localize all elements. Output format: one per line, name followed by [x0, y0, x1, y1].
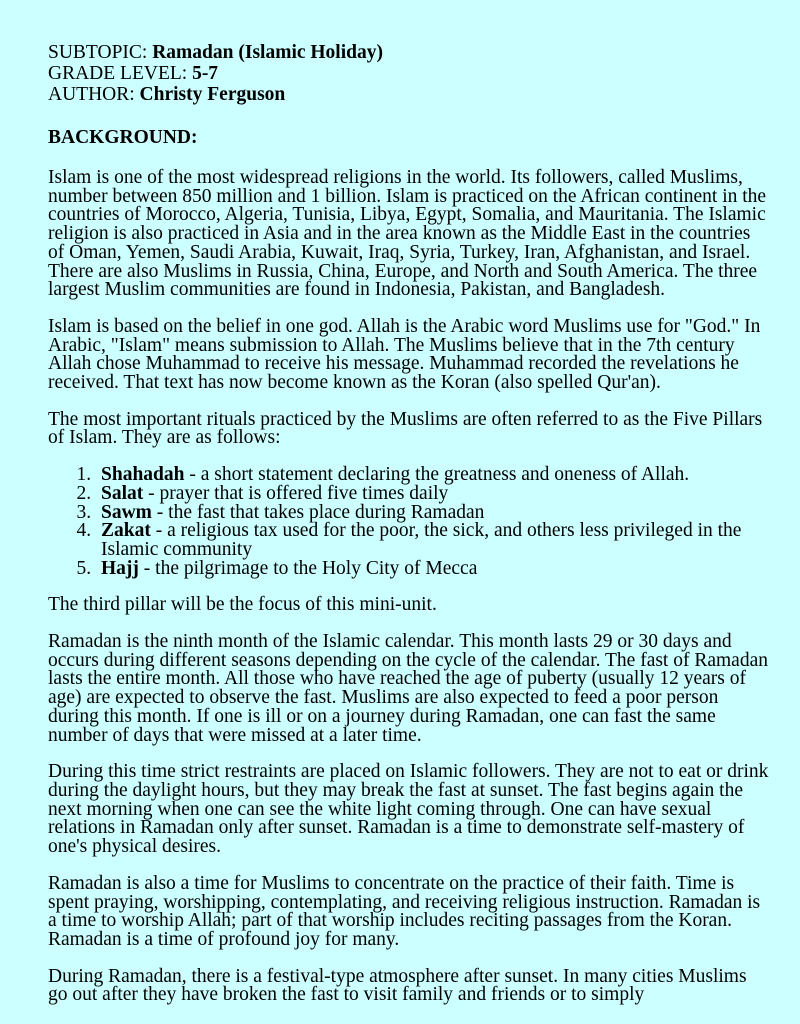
subtopic-value: Ramadan (Islamic Holiday)	[152, 42, 383, 63]
pillar-description: - the fast that takes place during Ramadan	[151, 501, 485, 523]
author-label: AUTHOR:	[48, 84, 135, 105]
pillar-term: Hajj	[101, 557, 139, 579]
paragraph-ramadan-restraints: During this time strict restraints are placed on Islamic followers. They are not to eat or drink during the daylight hours, but they may break the fast at sunset. The fast begins again the next morning when one can see the white light coming through. One can have sexual relations in Ramadan only after sunset. Ramadan is a time to demonstrate self-mastery of one's physical desires.	[48, 761, 769, 858]
metadata-grade-line	[48, 63, 770, 84]
grade-level-label: GRADE LEVEL:	[48, 63, 188, 84]
metadata-author-line	[48, 84, 770, 105]
pillar-term: Zakat	[101, 520, 151, 542]
grade-level-value: 5-7	[192, 63, 219, 84]
document-metadata	[48, 42, 770, 105]
pillar-term: Salat	[101, 482, 144, 504]
paragraph-five-pillars-intro: The most important rituals practiced by the Muslims are often referred to as the Five Pillars of Islam. They are as follows:	[48, 408, 763, 449]
pillar-description: - the pilgrimage to the Holy City of Mecca	[138, 557, 478, 579]
paragraph-islam-belief: Islam is based on the belief in one god. Allah is the Arabic word Muslims use for "God." In Arabic, "Islam" means submission to Allah. The Muslims believe that in the 7th century Allah chose Muhammad to receive his message. Muhammad recorded the revelations he received. That text has now become known as the Koran (also spelled Qur'an).	[48, 315, 761, 394]
paragraph-ramadan-festival: During Ramadan, there is a festival-type atmosphere after sunset. In many cities Muslims go out after they have broken the fast to visit family and friends or to simply	[48, 965, 747, 1006]
pillar-term: Sawm	[101, 501, 152, 523]
paragraph-ramadan-month: Ramadan is the ninth month of the Islamic calendar. This month lasts 29 or 30 days and occurs during different seasons depending on the cycle of the calendar. The fast of Ramadan lasts the entire month. All those who have reached the age of puberty (usually 12 years of age) are expected to observe the fast. Muslims are also expected to feed a poor person during this month. If one is ill or on a journey during Ramadan, one can fast the same number of days that were missed at a later time.	[48, 631, 768, 746]
subtopic-label: SUBTOPIC:	[48, 42, 148, 63]
metadata-subtopic-line	[48, 42, 770, 63]
pillar-term: Shahadah	[101, 464, 185, 486]
paragraph-third-pillar-focus: The third pillar will be the focus of this mini-unit.	[48, 594, 437, 616]
pillar-description: - a short statement declaring the greatness and oneness of Allah.	[184, 464, 690, 486]
list-item	[96, 557, 770, 579]
list-item	[96, 522, 770, 559]
five-pillars-list	[48, 466, 770, 578]
paragraph-ramadan-faith: Ramadan is also a time for Muslims to concentrate on the practice of their faith. Time is spent praying, worshipping, contemplating, and receiving religious instruction. Ramadan is a time to worship Allah; part of that worship includes reciting passages from the Koran. Ramadan is a time of profound joy for many.	[48, 872, 761, 950]
pillar-description: - a religious tax used for the poor, the sick, and others less privileged in the Islamic community	[101, 520, 742, 560]
background-heading: BACKGROUND:	[48, 127, 198, 148]
paragraph-islam-overview: Islam is one of the most widespread religions in the world. Its followers, called Muslims, number between 850 million and 1 billion. Islam is practiced on the African continent in the countries of Morocco, Algeria, Tunisia, Libya, Egypt, Somalia, and Mauritania. The Islamic religion is also practiced in Asia and in the area known as the Middle East in the countries of Oman, Yemen, Saudi Arabia, Kuwait, Iraq, Syria, Turkey, Iran, Afghanistan, and Israel. There are also Muslims in Russia, China, Europe, and North and South America. The three largest Muslim communities are found in Indonesia, Pakistan, and Bangladesh.	[48, 167, 767, 301]
pillar-description: - prayer that is offered five times daily	[143, 482, 449, 504]
author-value: Christy Ferguson	[139, 84, 286, 105]
